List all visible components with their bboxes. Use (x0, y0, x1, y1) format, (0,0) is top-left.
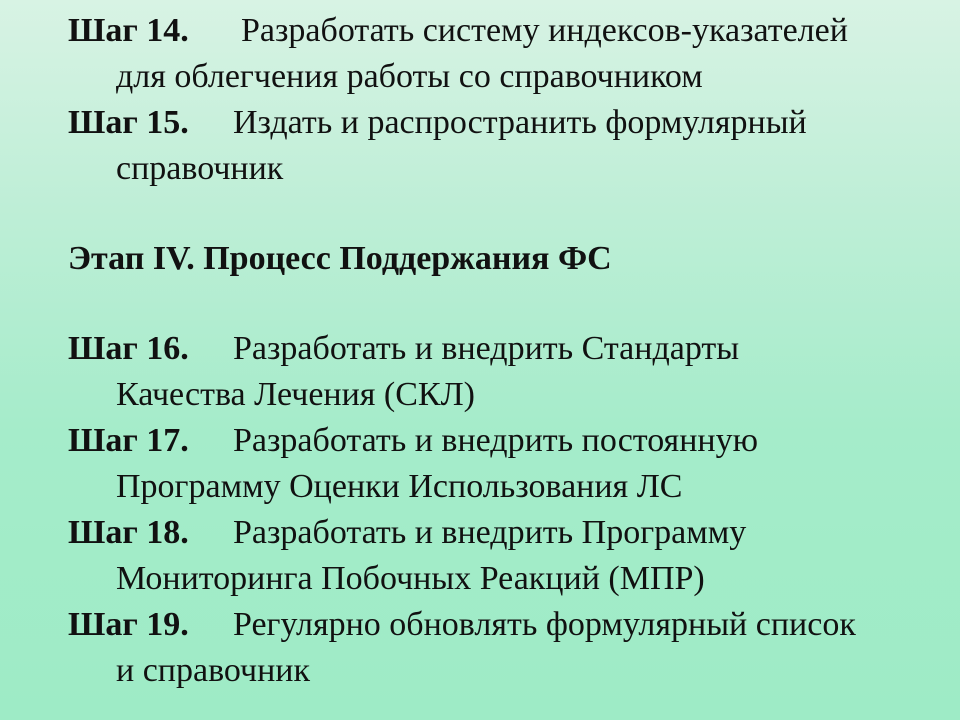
step-label: Шаг 16. (68, 330, 189, 367)
step-label: Шаг 17. (68, 422, 189, 459)
step-text-continued: и справочник (116, 652, 311, 689)
step-text: Издать и распространить формулярный (233, 104, 807, 141)
step-text-continued: Мониторинга Побочных Реакций (МПР) (116, 560, 705, 597)
step-text: Регулярно обновлять формулярный список (233, 606, 856, 643)
step-17 (68, 418, 948, 510)
step-19 (68, 602, 948, 694)
step-label: Шаг 18. (68, 514, 189, 551)
step-text: Разработать систему индексов-указателей (241, 12, 848, 49)
slide-content (68, 8, 948, 694)
step-text: Разработать и внедрить Программу (233, 514, 747, 551)
step-label: Шаг 19. (68, 606, 189, 643)
step-text-continued: справочник (116, 150, 284, 187)
step-text-continued: для облегчения работы со справочником (116, 58, 703, 95)
step-label: Шаг 14. (68, 12, 189, 49)
step-text-continued: Качества Лечения (СКЛ) (116, 376, 475, 413)
step-18 (68, 510, 948, 602)
step-text: Разработать и внедрить Стандарты (233, 330, 740, 367)
step-label: Шаг 15. (68, 104, 189, 141)
step-16 (68, 326, 948, 418)
step-14 (68, 8, 948, 100)
stage-heading: Этап IV. Процесс Поддержания ФС (68, 240, 612, 277)
step-text-continued: Программу Оценки Использования ЛС (116, 468, 683, 505)
step-text: Разработать и внедрить постоянную (233, 422, 758, 459)
step-15 (68, 100, 948, 192)
